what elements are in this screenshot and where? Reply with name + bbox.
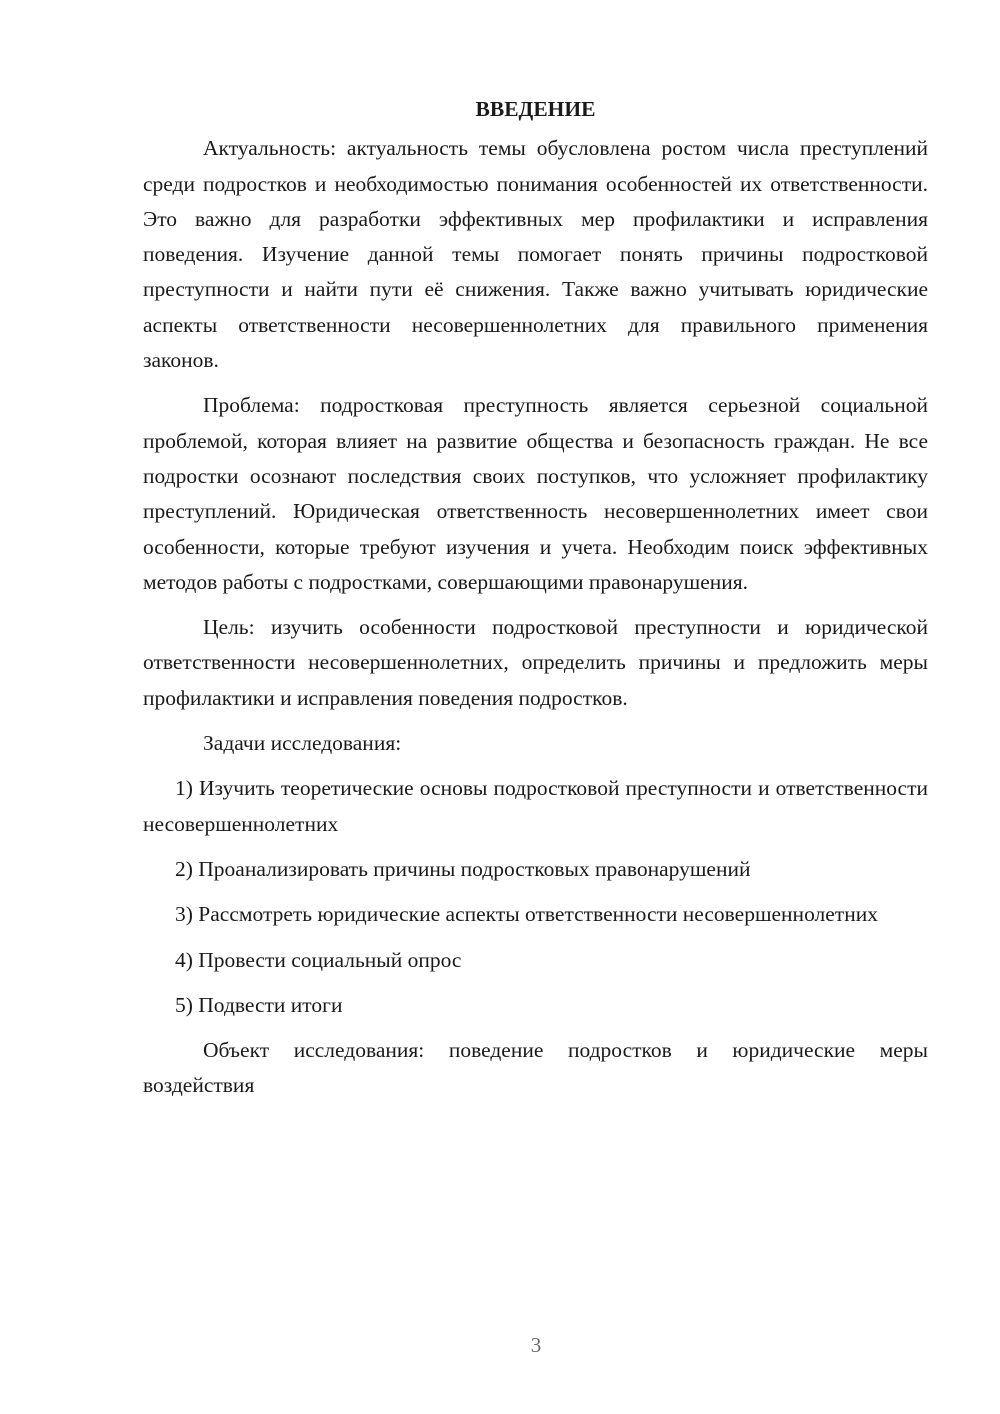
task-item: 5) Подвести итоги	[175, 992, 343, 1017]
paragraph-object: Объект исследования: поведение подростков и юридические меры воздействия	[143, 1038, 928, 1098]
page-number: 3	[530, 1333, 542, 1357]
paragraph-relevance: Актуальность: актуальность темы обусловлена ростом числа преступлений среди подростков и необходимостью понимания особенностей их ответственности. Это важно для разработки эффективных мер профилактики и исправления поведения. Изучение данной темы помогает понять причины подростковой преступности и найти пути её снижения. Также важно учитывать юридические аспекты ответственности несовершеннолетних для правильного применения законов.	[143, 136, 928, 373]
task-item: 2) Проанализировать причины подростковых правонарушений	[175, 856, 751, 881]
task-item: 1) Изучить теоретические основы подростковой преступности и ответственности несовершеннолетних	[143, 776, 928, 836]
paragraph-problem: Проблема: подростковая преступность является серьезной социальной проблемой, которая влияет на развитие общества и безопасность граждан. Не все подростки осознают последствия своих поступков, что усложняет профилактику преступлений. Юридическая ответственность несовершеннолетних имеет свои особенности, которые требуют изучения и учета. Необходим поиск эффективных методов работы с подростками, совершающими правонарушения.	[143, 393, 928, 594]
tasks-heading: Задачи исследования:	[203, 731, 402, 756]
task-item: 3) Рассмотреть юридические аспекты ответственности несовершеннолетних	[175, 902, 878, 927]
paragraph-goal: Цель: изучить особенности подростковой преступности и юридической ответственности несовершеннолетних, определить причины и предложить меры профилактики и исправления поведения подростков.	[143, 615, 928, 710]
page-title: ВВЕДЕНИЕ	[475, 97, 596, 121]
page-content	[143, 92, 928, 1114]
task-item: 4) Провести социальный опрос	[175, 947, 462, 972]
